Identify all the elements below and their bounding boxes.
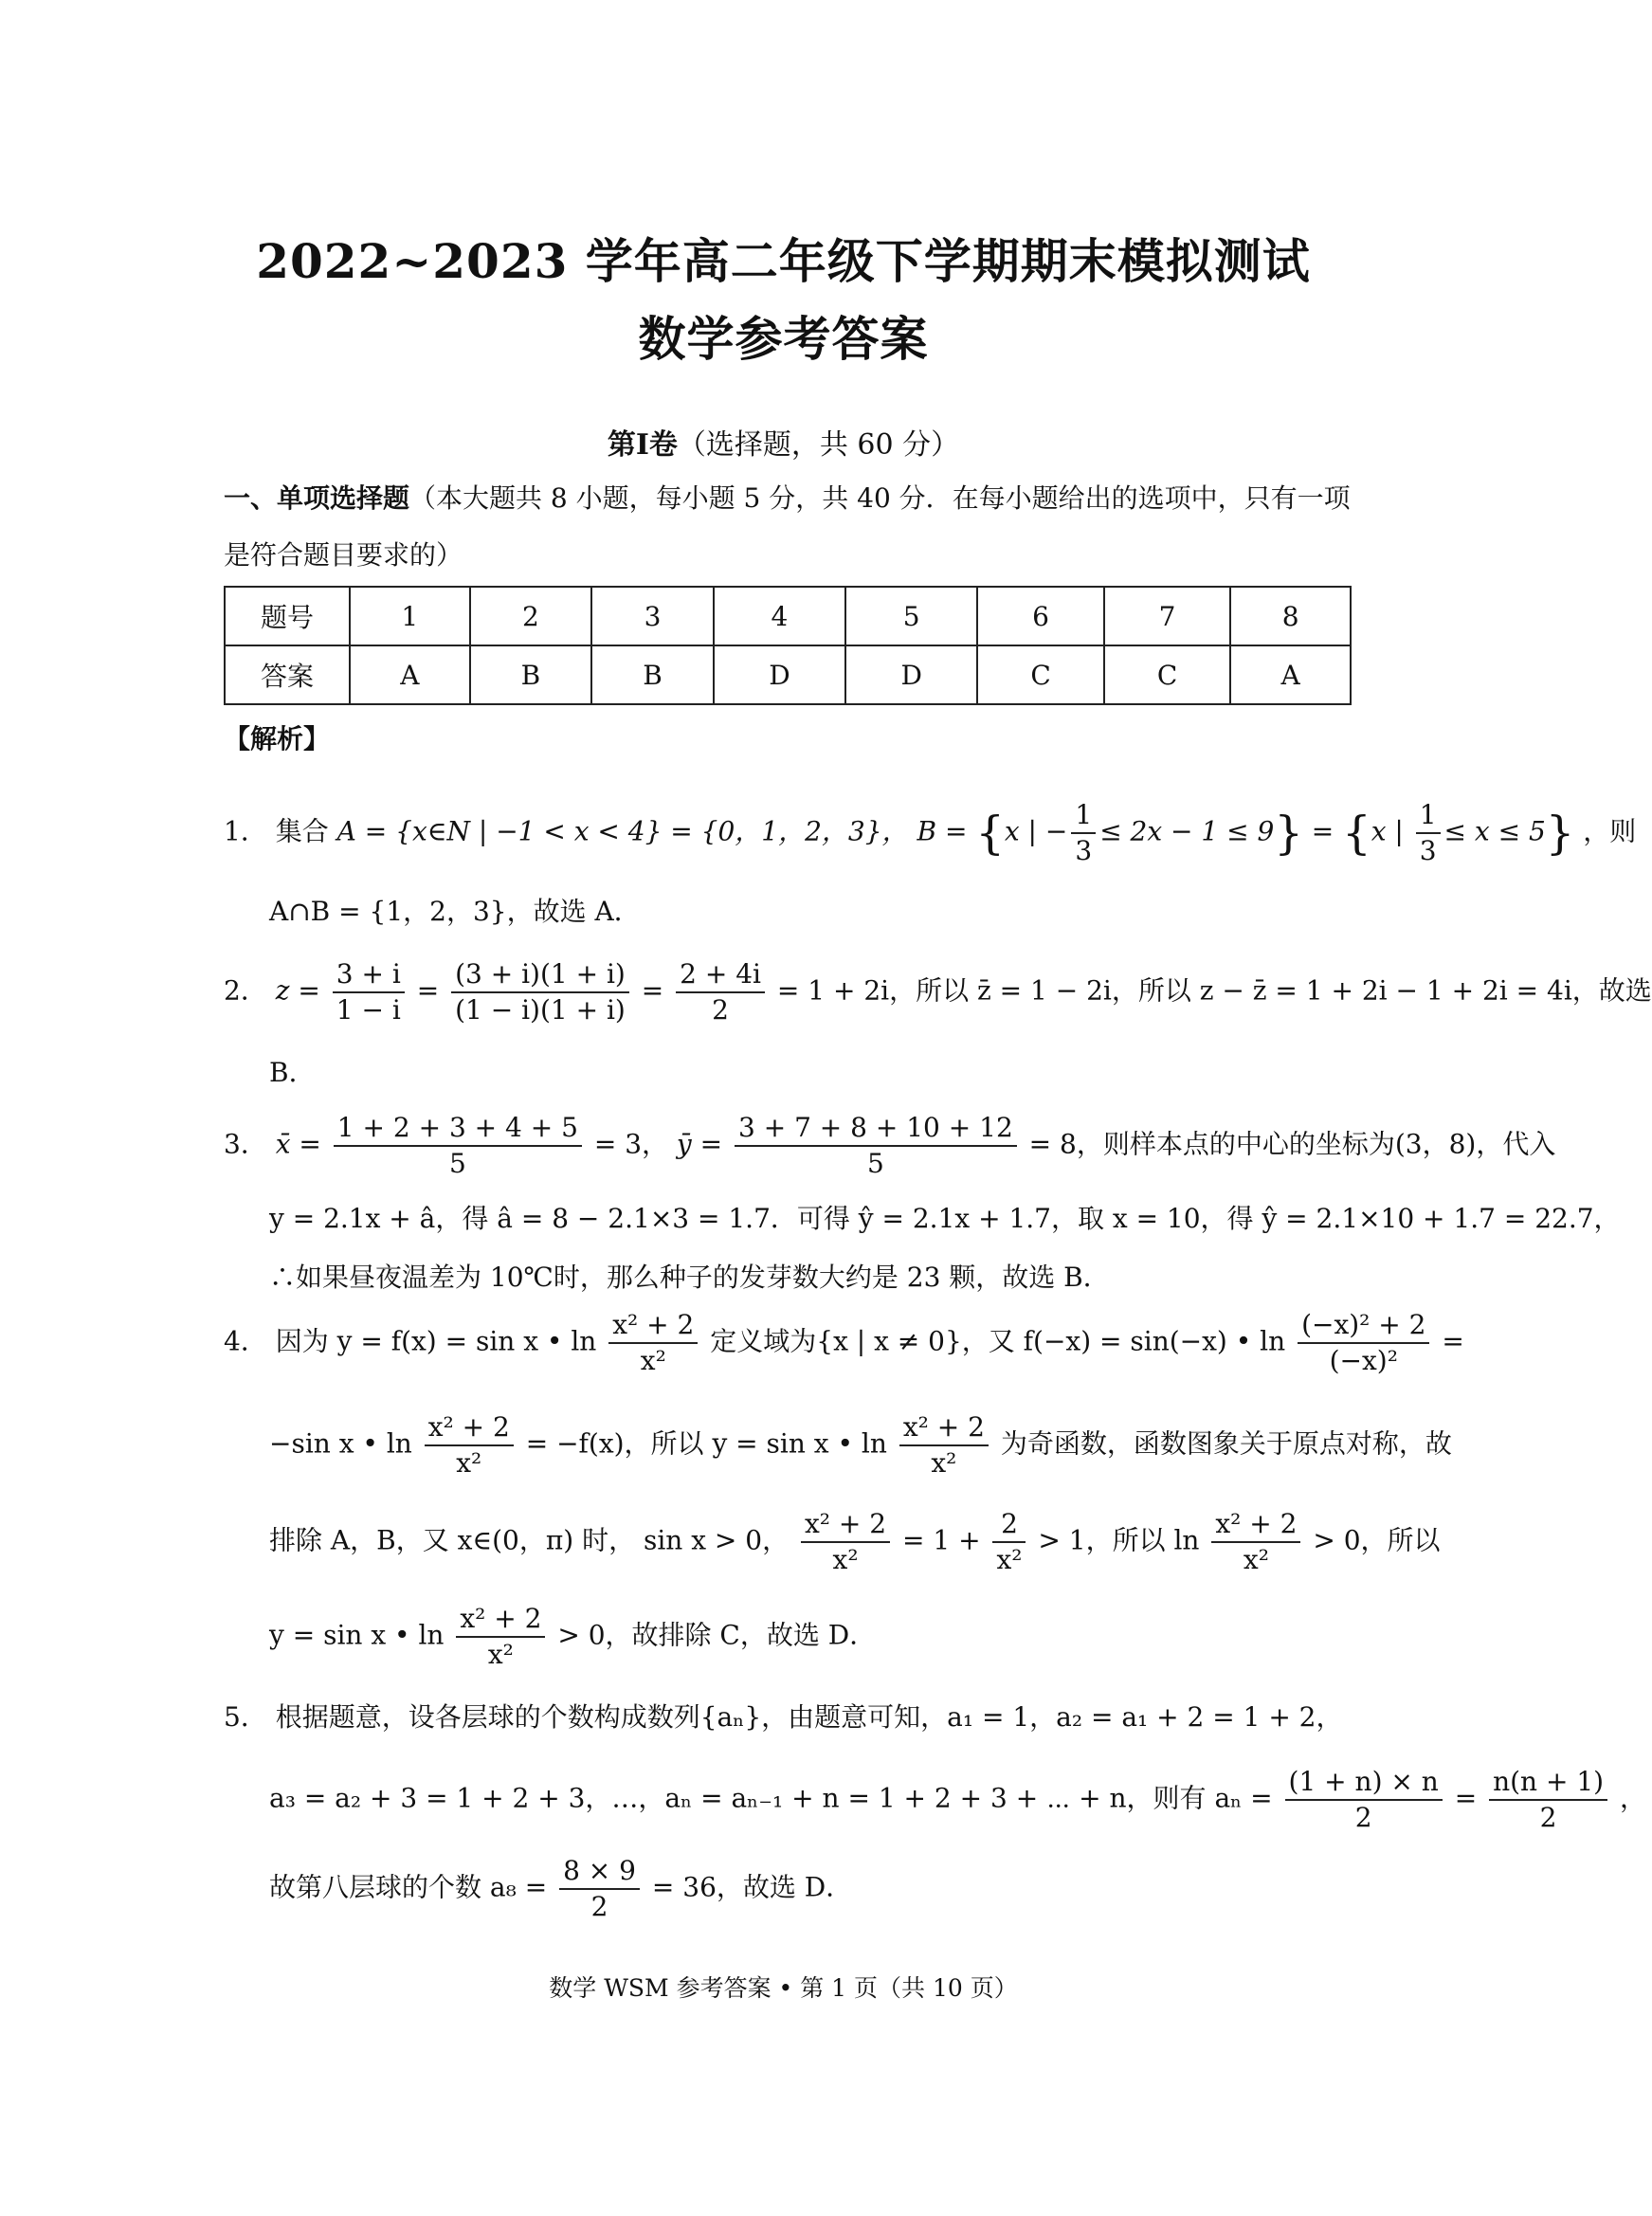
text: 为奇函数，函数图象关于原点对称，故 bbox=[1000, 1427, 1452, 1460]
fraction bbox=[676, 957, 765, 1027]
table-cell: 3 bbox=[591, 587, 714, 645]
section-title: 一、单项选择题 bbox=[224, 482, 410, 514]
solution-2-line-2: B． bbox=[269, 1057, 316, 1088]
text: 因为 y = f(x) = sin x • ln bbox=[275, 1325, 597, 1357]
denominator: x² bbox=[931, 1447, 957, 1479]
solution-1-line-1 bbox=[224, 798, 1636, 868]
text: 故第八层球的个数 a₈ = bbox=[269, 1871, 548, 1903]
solution-4-line-2 bbox=[269, 1410, 1452, 1480]
fraction bbox=[1071, 798, 1096, 868]
text: = 8，则样本点的中心的坐标为(3，8)，代入 bbox=[1028, 1128, 1556, 1160]
table-cell: B bbox=[470, 645, 592, 704]
text: = 1 + bbox=[902, 1524, 981, 1556]
math: x | bbox=[1371, 815, 1412, 847]
numerator: (1 + n) × n bbox=[1285, 1765, 1443, 1801]
solution-2-line-1 bbox=[224, 957, 1652, 1027]
solution-3-line-1 bbox=[224, 1111, 1555, 1181]
numerator: x² + 2 bbox=[456, 1602, 545, 1638]
page-footer: 数学 WSM 参考答案 • 第 1 页（共 10 页） bbox=[549, 1974, 1018, 2002]
math: B = bbox=[917, 815, 968, 847]
text: = 1 + 2i，所以 z̄ = 1 − 2i，所以 z − z̄ = 1 + 2i − 1 + 2i = 4i，故选 bbox=[776, 974, 1652, 1007]
table-cell: 5 bbox=[845, 587, 977, 645]
math: = bbox=[641, 974, 664, 1007]
fraction bbox=[559, 1854, 640, 1924]
solution-4-line-4 bbox=[269, 1602, 876, 1672]
page-title: 2022~2023 学年高二年级下学期期末模拟测试 bbox=[256, 233, 1311, 289]
table-cell: D bbox=[714, 645, 845, 704]
text: > 1，所以 ln bbox=[1038, 1524, 1200, 1556]
math: = bbox=[416, 974, 440, 1007]
brace: { bbox=[975, 807, 1005, 860]
numerator: 2 bbox=[992, 1507, 1026, 1543]
math: ȳ = bbox=[676, 1128, 723, 1160]
fraction bbox=[899, 1410, 989, 1480]
numerator: 1 + 2 + 3 + 4 + 5 bbox=[334, 1111, 582, 1147]
analysis-label: 【解析】 bbox=[224, 723, 331, 754]
table-cell: A bbox=[1230, 645, 1351, 704]
solution-number: 1． bbox=[224, 815, 267, 847]
denominator: 3 bbox=[1075, 835, 1093, 866]
numerator: x² + 2 bbox=[899, 1410, 989, 1446]
numerator: x² + 2 bbox=[608, 1308, 698, 1344]
fraction bbox=[425, 1410, 514, 1480]
page-subtitle: 数学参考答案 bbox=[638, 311, 929, 367]
table-cell: 7 bbox=[1104, 587, 1230, 645]
denominator: 1 − i bbox=[336, 994, 401, 1026]
denominator: 2 bbox=[712, 994, 729, 1026]
table-cell: 8 bbox=[1230, 587, 1351, 645]
numerator: 1 bbox=[1416, 798, 1441, 834]
brace: { bbox=[1342, 807, 1371, 860]
math: ≤ x ≤ 5 bbox=[1443, 815, 1546, 847]
answer-table bbox=[224, 586, 1352, 705]
denominator: x² bbox=[640, 1345, 666, 1376]
solution-5-line-2 bbox=[269, 1765, 1646, 1835]
fraction bbox=[1285, 1765, 1443, 1835]
table-row-answers bbox=[225, 645, 1351, 704]
solution-number: 3． bbox=[224, 1128, 267, 1160]
fraction bbox=[456, 1602, 545, 1672]
solution-1-line-2: A∩B = {1，2，3}，故选 A． bbox=[269, 896, 641, 927]
table-header-cell: 答案 bbox=[225, 645, 350, 704]
denominator: x² bbox=[996, 1544, 1023, 1575]
numerator: (3 + i)(1 + i) bbox=[451, 957, 629, 993]
solution-3-line-3: ∴如果昼夜温差为 10℃时，那么种子的发芽数大约是 23 颗，故选 B． bbox=[269, 1262, 1110, 1293]
denominator: 3 bbox=[1419, 835, 1437, 866]
text: 定义域为{x | x ≠ 0}，又 f(−x) = sin(−x) • ln bbox=[710, 1325, 1286, 1357]
fraction bbox=[608, 1308, 698, 1378]
fraction bbox=[1211, 1507, 1300, 1577]
section-heading bbox=[224, 470, 1352, 584]
numerator: (−x)² + 2 bbox=[1298, 1308, 1429, 1344]
fraction bbox=[1489, 1765, 1607, 1835]
table-cell: 4 bbox=[714, 587, 845, 645]
math: A = {x∈N | −1 < x < 4} = {0，1，2，3}， bbox=[336, 815, 909, 847]
text: = 36，故选 D． bbox=[651, 1871, 853, 1903]
math: = bbox=[1442, 1325, 1464, 1357]
denominator: 5 bbox=[448, 1148, 466, 1179]
text: > 0，所以 bbox=[1313, 1524, 1441, 1556]
denominator: 2 bbox=[1354, 1802, 1372, 1833]
denominator: (−x)² bbox=[1329, 1345, 1398, 1376]
table-cell: B bbox=[591, 645, 714, 704]
math: x | − bbox=[1004, 815, 1068, 847]
solution-number: 4． bbox=[224, 1325, 267, 1357]
fraction bbox=[451, 957, 629, 1027]
table-cell: 2 bbox=[470, 587, 592, 645]
denominator: 5 bbox=[866, 1148, 884, 1179]
fraction bbox=[735, 1111, 1017, 1181]
text: y = sin x • ln bbox=[269, 1619, 445, 1651]
text: −sin x • ln bbox=[269, 1427, 412, 1460]
solution-number: 5． bbox=[224, 1701, 267, 1733]
math: = 3， bbox=[593, 1128, 669, 1160]
denominator: x² bbox=[1243, 1544, 1269, 1575]
section-instructions: （本大题共 8 小题，每小题 5 分，共 40 分．在每小题给出的选项中，只有一项是符合题目要求的） bbox=[224, 482, 1351, 571]
numerator: n(n + 1) bbox=[1489, 1765, 1607, 1801]
solution-4-line-1 bbox=[224, 1308, 1464, 1378]
text: ，则 bbox=[1583, 815, 1637, 847]
numerator: 3 + 7 + 8 + 10 + 12 bbox=[735, 1111, 1017, 1147]
volume-label: 第Ⅰ卷 bbox=[607, 428, 678, 462]
fraction bbox=[333, 957, 405, 1027]
table-cell: C bbox=[977, 645, 1103, 704]
text: 根据题意，设各层球的个数构成数列{aₙ}，由题意可知，a₁ = 1，a₂ = a₁ + 2 = 1 + 2， bbox=[275, 1701, 1343, 1733]
math: ≤ 2x − 1 ≤ 9 bbox=[1099, 815, 1275, 847]
numerator: 3 + i bbox=[333, 957, 405, 993]
numerator: x² + 2 bbox=[801, 1507, 890, 1543]
table-cell: C bbox=[1104, 645, 1230, 704]
fraction bbox=[992, 1507, 1026, 1577]
numerator: 2 + 4i bbox=[676, 957, 765, 993]
solution-number: 2． bbox=[224, 974, 267, 1007]
text: 排除 A，B，又 x∈(0，π) 时， sin x > 0， bbox=[269, 1524, 790, 1556]
solution-3-line-2: y = 2.1x + â，得 â = 8 − 2.1×3 = 1.7．可得 ŷ = 2.1x + 1.7，取 x = 10，得 ŷ = 2.1×10 + 1.7 = 22.7， bbox=[269, 1203, 1621, 1234]
text: > 0，故排除 C，故选 D． bbox=[557, 1619, 877, 1651]
brace: } bbox=[1274, 807, 1303, 860]
table-cell: 6 bbox=[977, 587, 1103, 645]
numerator: x² + 2 bbox=[1211, 1507, 1300, 1543]
math: = bbox=[1454, 1782, 1478, 1814]
denominator: (1 − i)(1 + i) bbox=[455, 994, 626, 1026]
text: = −f(x)，所以 y = sin x • ln bbox=[525, 1427, 887, 1460]
numerator: 8 × 9 bbox=[559, 1854, 640, 1890]
denominator: x² bbox=[456, 1447, 482, 1479]
denominator: x² bbox=[487, 1639, 514, 1670]
fraction bbox=[334, 1111, 582, 1181]
fraction bbox=[1416, 798, 1441, 868]
denominator: x² bbox=[832, 1544, 859, 1575]
text: a₃ = a₂ + 3 = 1 + 2 + 3，…，aₙ = aₙ₋₁ + n = 1 + 2 + 3 + ⋯ + n，则有 aₙ = bbox=[269, 1782, 1273, 1814]
table-cell: 1 bbox=[350, 587, 470, 645]
solution-4-line-3 bbox=[269, 1507, 1441, 1577]
math: x̄ = bbox=[275, 1128, 321, 1160]
math: = bbox=[1311, 815, 1334, 847]
fraction bbox=[1298, 1308, 1429, 1378]
math: z = bbox=[275, 974, 320, 1007]
numerator: 1 bbox=[1071, 798, 1096, 834]
brace: } bbox=[1545, 807, 1575, 860]
table-cell: A bbox=[350, 645, 470, 704]
table-cell: D bbox=[845, 645, 977, 704]
denominator: 2 bbox=[590, 1891, 608, 1922]
solution-5-line-3 bbox=[269, 1854, 852, 1924]
solution-5-line-1 bbox=[224, 1697, 1343, 1735]
text: 集合 bbox=[275, 815, 337, 847]
volume-desc: （选择题，共 60 分） bbox=[677, 428, 960, 462]
fraction bbox=[801, 1507, 890, 1577]
table-row-questions bbox=[225, 587, 1351, 645]
table-header-cell: 题号 bbox=[225, 587, 350, 645]
volume-heading bbox=[0, 421, 1567, 463]
text: ， bbox=[1620, 1782, 1647, 1814]
numerator: x² + 2 bbox=[425, 1410, 514, 1446]
denominator: 2 bbox=[1539, 1802, 1557, 1833]
